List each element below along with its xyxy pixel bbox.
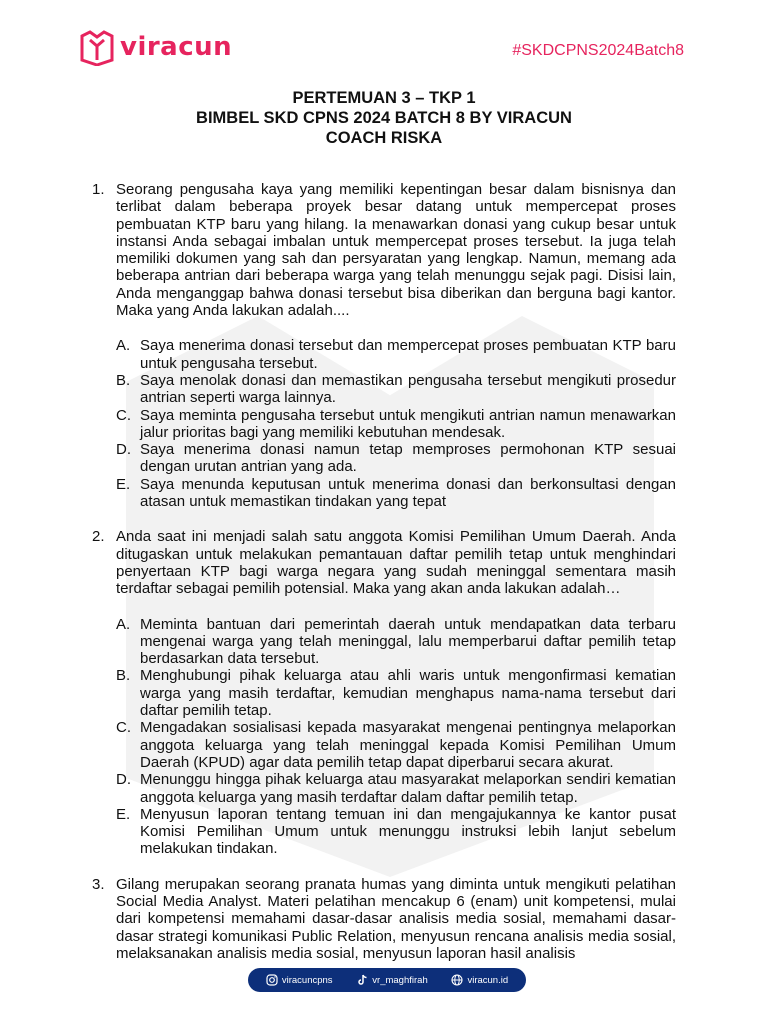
brand-logo (80, 28, 232, 66)
question-text: Seorang pengusaha kaya yang memiliki kepentingan besar dalam bisnisnya dan terlibat dalam beberapa proyek besar datang untuk mempercepat proses pembuatan KTP baru yang hilang. Ia menawarkan donasi yang cukup besar untuk instansi Anda sebagai imbalan untuk mempercepat proses tersebut. Ia juga telah memiliki dokumen yang sah dan persyaratan yang lengkap. Namun, memang ada beberapa antrian dari beberapa warga yang telah menunggu sejak pagi. Disisi lain, Anda menganggap bahwa donasi tersebut bisa diberikan dan berguna bagi kantor. Maka yang Anda lakukan adalah.... (116, 181, 676, 320)
globe-icon (451, 974, 463, 986)
instagram-handle: viracuncpns (281, 974, 333, 986)
option-letter: E. (116, 475, 131, 493)
option-letter: C. (116, 406, 131, 424)
option-letter: A. (116, 615, 131, 633)
option-text: Saya menolak donasi dan memastikan pengusaha tersebut mengikuti prosedur antrian seperti warga lainnya. (140, 371, 676, 407)
option-text: Saya menerima donasi tersebut dan mempercepat proses pembuatan KTP baru untuk pengusaha tersebut. (140, 337, 676, 372)
option (116, 476, 676, 511)
question-text: Gilang merupakan seorang pranata humas yang diminta untuk mengikuti pelatihan Social Media Analyst. Materi pelatihan mencakup 6 (enam) unit kompetensi, mulai dari kompetensi memahami dasar-dasar analisis media sosial, memahami dasar-dasar strategi komunikasi Public Relation, menyusun rencana analisis media sosial, melaksanakan analisis media sosial, menyusun laporan hasil analisis (116, 875, 676, 962)
website-url: viracun.id (467, 974, 509, 986)
option-text: Meminta bantuan dari pemerintah daerah untuk mendapatkan data terbaru mengenai warga yang telah meninggal, lalu memperbarui daftar pemilih tetap berdasarkan data tersebut. (140, 615, 676, 668)
hashtag: #SKDCPNS2024Batch8 (512, 42, 684, 59)
question (92, 181, 676, 510)
tiktok-icon (356, 974, 368, 986)
option-text: Menghubungi pihak keluarga atau ahli waris untuk mengonfirmasi kematian warga yang masih terdaftar, kemudian menghapus nama-nama tersebut dari daftar pemilih tetap. (140, 667, 676, 720)
title-line-3: COACH RISKA (325, 129, 443, 147)
option (116, 616, 676, 668)
question (92, 876, 676, 962)
option-text: Mengadakan sosialisasi kepada masyarakat mengenai pentingnya melaporkan anggota keluarga yang telah meninggal kepada Komisi Pemilihan Umum Daerah (KPUD) agar data pemilih tetap dapat diperbarui secara akurat. (140, 719, 676, 771)
tiktok-link[interactable] (356, 974, 427, 986)
option-text: Menunggu hingga pihak keluarga atau masyarakat melaporkan sendiri kematian anggota keluarga yang masih terdaftar dalam daftar pemilih tetap. (140, 771, 676, 806)
question-body (116, 181, 676, 510)
option (116, 407, 676, 442)
option-letter: A. (116, 337, 131, 355)
option-letter: D. (116, 771, 131, 789)
question-number: 2. (92, 528, 105, 546)
option (116, 337, 676, 372)
website-link[interactable] (451, 974, 508, 986)
question-body (116, 876, 676, 962)
option-letter: E. (116, 805, 131, 823)
question (92, 528, 676, 857)
footer-social-bar (248, 968, 526, 992)
title-line-2: BIMBEL SKD CPNS 2024 BATCH 8 BY VIRACUN (196, 109, 572, 127)
option-text: Saya menunda keputusan untuk menerima donasi dan berkonsultasi dengan atasan untuk memastikan tindakan yang tepat (140, 475, 676, 511)
option-letter: C. (116, 719, 131, 737)
option (116, 667, 676, 719)
option-text: Saya meminta pengusaha tersebut untuk mengikuti antrian namun menawarkan jalur prioritas bagi yang memiliki kebutuhan mendesak. (140, 406, 676, 441)
book-icon (80, 28, 114, 66)
option-list (116, 616, 676, 858)
question-body (116, 528, 676, 857)
option-text: Saya menerima donasi namun tetap memproses permohonan KTP sesuai dengan urutan antrian yang ada. (140, 441, 676, 476)
option-text: Menyusun laporan tentang temuan ini dan mengajukannya ke kantor pusat Komisi Pemilihan Umum untuk menunggu instruksi lebih lanjut sebelum melakukan tindakan. (140, 805, 676, 858)
option (116, 771, 676, 806)
document-title (0, 88, 768, 148)
question-list (92, 181, 676, 980)
instagram-link[interactable] (266, 974, 333, 986)
question-text: Anda saat ini menjadi salah satu anggota Komisi Pemilihan Umum Daerah. Anda ditugaskan untuk melakukan pemantauan daftar pemilih tetap untuk menghindari penyertaan KTP bagi warga negara yang sudah meninggal sementara masih terdaftar sebagai pemilih potensial. Maka yang akan anda lakukan adalah… (116, 528, 676, 598)
option (116, 372, 676, 407)
option-list (116, 337, 676, 510)
brand-name: viracun (120, 32, 233, 62)
instagram-icon (266, 974, 278, 986)
title-line-1: PERTEMUAN 3 – TKP 1 (292, 89, 476, 107)
option (116, 441, 676, 476)
tiktok-handle: vr_maghfirah (372, 974, 428, 986)
option-letter: D. (116, 441, 131, 459)
question-number: 1. (92, 181, 105, 198)
option-letter: B. (116, 371, 131, 389)
question-number: 3. (92, 875, 105, 893)
option-letter: B. (116, 667, 131, 685)
option (116, 719, 676, 771)
option (116, 806, 676, 858)
